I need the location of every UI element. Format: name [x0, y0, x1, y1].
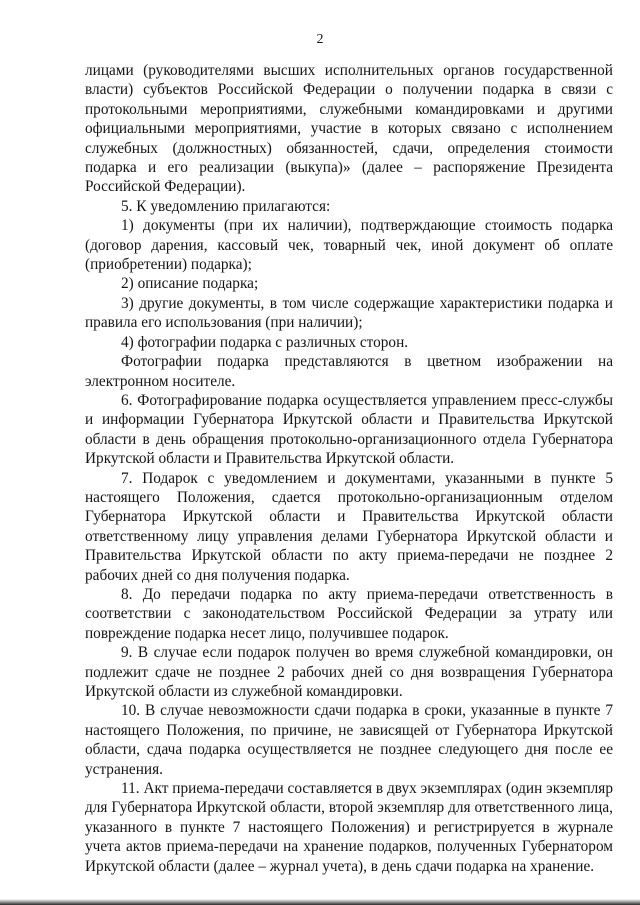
paragraph-item-11: 11. Акт приема-передачи составляется в двух экземплярах (один экземпляр для Губернатора Иркутской области, второй экземпляр для ответственного лица, указанного в пункте 7 настоящего Положения) и регистрируется в журнале учета актов приема-передачи на хранение подарков, полученных Губернатором Иркутской области (далее – журнал учета), в день сдачи подарка на хранение.	[85, 780, 613, 875]
paragraph-item-5-2: 2) описание подарка;	[121, 275, 259, 293]
paragraph-item-5-3: 3) другие документы, в том числе содержащие характеристики подарка и правила его использования (при наличии);	[85, 294, 613, 332]
page-number: 2	[316, 32, 324, 47]
paragraph-item-5: 5. К уведомлению прилагаются:	[121, 197, 331, 215]
paragraph-item-7: 7. Подарок с уведомлением и документами, указанными в пункте 5 настоящего Положения, сдается протокольно-организационным отделом Губернатора Иркутской области и Правительства Иркутской области ответственному лицу управления делами Губернатора Иркутской области и Правительства Иркутской области по акту приема-передачи не позднее 2 рабочих дней со дня получения подарка.	[85, 469, 613, 584]
paragraph-item-9: 9. В случае если подарок получен во время служебной командировки, он подлежит сдаче не позднее 2 рабочих дней со дня возвращения Губернатора Иркутской области из служебной командировки.	[85, 644, 613, 700]
document-body	[85, 61, 613, 876]
paragraph-photos-note: Фотографии подарка представляются в цветном изображении на электронном носителе.	[85, 353, 613, 390]
paragraph-item-5-4: 4) фотографии подарка с различных сторон.	[121, 333, 409, 351]
paragraph-item-6: 6. Фотографирование подарка осуществляется управлением пресс-службы и информации Губернатора Иркутской области и Правительства Иркутской области в день обращения протокольно-организационного отдела Губернатора Иркутской области и Правительства Иркутской области.	[85, 391, 613, 468]
paragraph-item-10: 10. В случае невозможности сдачи подарка в сроки, указанные в пункте 7 настоящего Положения, по причине, не зависящей от Губернатора Иркутской области, сдача подарка осуществляется не позднее следующего дня после ее устранения.	[85, 702, 613, 778]
scan-edge	[0, 899, 640, 905]
paragraph-continuation: лицами (руководителями высших исполнительных органов государственной власти) субъектов Российской Федерации о получении подарка в связи с протокольными мероприятиями, служебными командировками и другими официальными мероприятиями, участие в которых связано с исполнением служебных (должностных) обязанностей, сдачи, определения стоимости подарка и его реализации (выкупа)» (далее – распоряжение Президента Российской Федерации).	[85, 62, 613, 196]
paragraph-item-5-1: 1) документы (при их наличии), подтверждающие стоимость подарка (договор дарения, кассовый чек, товарный чек, иной документ об оплате (приобретении) подарка);	[85, 217, 613, 274]
paragraph-item-8: 8. До передачи подарка по акту приема-передачи ответственность в соответствии с законодательством Российской Федерации за утрату или повреждение подарка несет лицо, получившее подарок.	[85, 585, 613, 642]
